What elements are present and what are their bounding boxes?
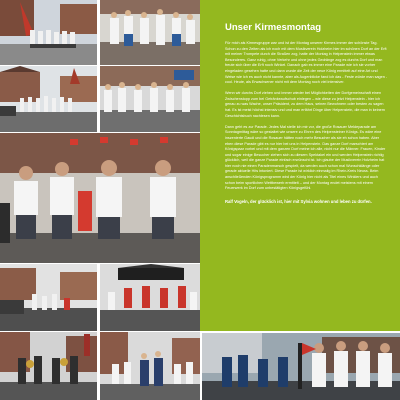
article-paragraph: Dann geht es zur Parade. Jedes Mal stelle ich mir vor, die große Rosauer Meldeparade am Sonntagmittag wäre so gestaltet wie unsere zu Ehren des Helpensteiner Königs. Es wäre eine inszenierte Gaudi und die Rosauer hätten noch mehr Besucher als sie eh schon haben. Aber eben diese Parade gibt es nur hier bei uns in Helpenstein. Das ganze Dorf marschiert am Königspaar vorbei und mit dem ganzen Dorf meine ich alle, nicht nur die Männer. Frauen, Kinder und sogar einige Besucher ziehen sich zu diesem Spektakel ein und werden Helpenstein richtig glücklich, weil die ganze Parade einfach erwünscht ist. Ich glaube der Musikverein Holzheim hat hier noch nie einen Paradenmarsch gespielt, da werden auch schon mal Wunschklänge oder gerade aktuelle Hits intoniert. Diese Parade ist wirklich einmalig im Rhein-Kreis Neuss. Beim anschließenden Königsprogramm wird der König hier nicht als Titel eines Winklers und auch schon beim sportlichen Wettbewerb ermittelt – und der Montag endet meistens mit einem Feuerwerk im Dorf zum unbestätigten Königsgefühl. (225, 124, 386, 191)
article-title: Unser Kirmesmontag (225, 22, 322, 33)
photo-band-music (0, 332, 97, 400)
photo-village-parade (0, 66, 97, 132)
photo-festival-group (100, 0, 200, 65)
article-paragraph: Wenn wir durchs Dorf ziehen und immer wieder bei Möglichkeiten der Dorfgemeinschaft einen Zwischenstopp zum bei Getränkeaufschub einlegen – wie diese zu jetzt Helpenstein - hier ich genau zu was Wache, unser Präsident, zu dem Haus, seinen Bewohnern oder besten zu sagen hat. Es ist meist höchst intensiv und und man erfährt Dinge über Helpenstein, die man in keinem Geschichtsbuch nachlesen kann. (225, 91, 385, 118)
photo-tent-marchers (100, 264, 200, 331)
photo-marching-men (0, 133, 200, 263)
photo-crowd-street (0, 0, 97, 65)
photo-tent-procession (0, 264, 97, 331)
article-closing: Ralf Vogeln, der glücklich ist, hier mit Sylvia wohnen und leben zu dürfen. (225, 198, 372, 204)
article-panel (200, 0, 400, 331)
photo-group-portrait (202, 333, 400, 400)
photo-village-parade-2 (100, 66, 200, 132)
article-paragraph: Für mich als Kirmesgruppe war und ist der Montag unserer Kirmes immer der schönste Tag. Schon zu den Zeiten als ich noch mit dem Musikverein Holzheim hier im schönen Dorf an der Erft mit meiner Trompete durch die Straßen zog, hatte der Montag in Helpenstein immer etwas Besonderes. Ganz ruhig, ohne Verkehr und ohne jedes Gedränge zog es durchs Dorf und man freute sich über die Erft noch Winkel. Danach gab es immer eine Parade wie ich sie vorher eingeladen gesehen hatte und dann wurde die Zeit der neue König ermittelt auf eine Art und Weise wie ich es auch nicht kannte, aber als Augenblicke fand ich das - Feste würde man sagen - cool. Heute, als Erwachsener nicht mit dem Montag noch viel intensiver. (225, 41, 388, 85)
photo-crowd-marching (100, 332, 200, 400)
